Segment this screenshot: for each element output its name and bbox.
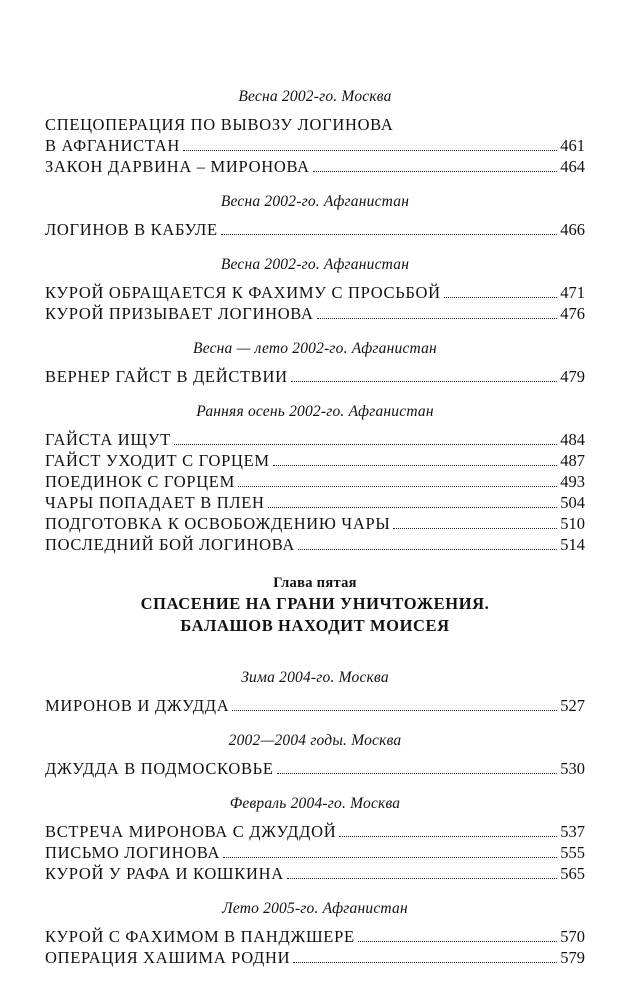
toc-entry-title: ЛОГИНОВ В КАБУЛЕ: [45, 220, 218, 239]
toc-entry: [45, 303, 585, 324]
dot-leader: [291, 381, 558, 382]
dot-leader: [393, 528, 557, 529]
toc-entry: [45, 926, 585, 947]
dot-leader: [287, 878, 557, 879]
section-header: Весна — лето 2002-го. Афганистан: [193, 340, 437, 357]
toc-entry-title: КУРОЙ У РАФА И КОШКИНА: [45, 864, 284, 883]
section-header: Весна 2002-го. Москва: [238, 88, 392, 105]
section-header: Весна 2002-го. Афганистан: [220, 256, 410, 273]
toc-entry: [45, 471, 585, 492]
page-number: 464: [560, 157, 585, 176]
page-number: 555: [560, 843, 585, 862]
toc-section: [45, 667, 585, 716]
page-number: 487: [560, 451, 585, 470]
chapter-heading: [45, 573, 585, 637]
dot-leader: [232, 710, 557, 711]
page-number: 510: [560, 514, 585, 533]
toc-entry-title: ПИСЬМО ЛОГИНОВА: [45, 843, 221, 862]
toc-entry-title: КУРОЙ ПРИЗЫВАЕТ ЛОГИНОВА: [45, 304, 314, 323]
page-number: 461: [560, 136, 585, 155]
page-number: 479: [560, 367, 585, 386]
toc-entry: [45, 947, 585, 968]
dot-leader: [358, 941, 558, 942]
toc-entry-title: КУРОЙ С ФАХИМОМ В ПАНДЖШЕРЕ: [45, 927, 355, 946]
section-header: 2002—2004 годы. Москва: [228, 732, 402, 749]
dot-leader: [221, 234, 557, 235]
dot-leader: [277, 773, 558, 774]
toc-section: [45, 86, 585, 177]
dot-leader: [298, 549, 557, 550]
dot-leader: [238, 486, 557, 487]
toc-entry: [45, 429, 585, 450]
chapter-label: Глава пятая: [273, 575, 357, 591]
section-header: Зима 2004-го. Москва: [241, 669, 389, 686]
page-number: 471: [560, 283, 585, 302]
toc-section: [45, 338, 585, 387]
toc-entry-title: ОПЕРАЦИЯ ХАШИМА РОДНИ: [45, 948, 291, 967]
section-header: Весна 2002-го. Афганистан: [220, 193, 410, 210]
dot-leader: [317, 318, 558, 319]
toc-section: [45, 898, 585, 968]
page-number: 527: [560, 696, 585, 715]
dot-leader: [273, 465, 558, 466]
toc-section: [45, 191, 585, 240]
dot-leader: [444, 297, 558, 298]
toc-entry: [45, 282, 585, 303]
toc-entry: [45, 695, 585, 716]
toc-entry: [45, 842, 585, 863]
page-number: 565: [560, 864, 585, 883]
toc-entry-title-line: СПЕЦОПЕРАЦИЯ ПО ВЫВОЗУ ЛОГИНОВА: [45, 115, 394, 134]
toc-entry-title: ЧАРЫ ПОПАДАЕТ В ПЛЕН: [45, 493, 265, 512]
page-number: 493: [560, 472, 585, 491]
dot-leader: [293, 962, 557, 963]
page-number: 504: [560, 493, 585, 512]
toc-entry: [45, 219, 585, 240]
chapter-title-line-2: БАЛАШОВ НАХОДИТ МОИСЕЯ: [180, 616, 450, 635]
page-number: 466: [560, 220, 585, 239]
toc-entry-title: ЗАКОН ДАРВИНА – МИРОНОВА: [45, 157, 310, 176]
toc-entry-title: ГАЙСТА ИЩУТ: [45, 430, 171, 449]
section-header: Лето 2005-го. Афганистан: [222, 900, 408, 917]
toc-entry: [45, 156, 585, 177]
chapter-title-line-1: СПАСЕНИЕ НА ГРАНИ УНИЧТОЖЕНИЯ.: [140, 594, 490, 613]
toc-entry: [45, 513, 585, 534]
toc-part-2: [45, 667, 585, 968]
toc-entry: [45, 821, 585, 842]
toc-entry-title: ПОСЛЕДНИЙ БОЙ ЛОГИНОВА: [45, 535, 296, 554]
toc-entry: [45, 534, 585, 555]
toc-section: [45, 254, 585, 324]
toc-entry: [45, 135, 585, 156]
toc-entry-title: ВСТРЕЧА МИРОНОВА С ДЖУДДОЙ: [45, 822, 337, 841]
toc-section: [45, 730, 585, 779]
page-number: 537: [560, 822, 585, 841]
section-header: Ранняя осень 2002-го. Афганистан: [196, 403, 434, 420]
toc-section: [45, 401, 585, 555]
section-header: Февраль 2004-го. Москва: [229, 795, 401, 812]
toc-part-1: [45, 86, 585, 555]
toc-entry-title: КУРОЙ ОБРАЩАЕТСЯ К ФАХИМУ С ПРОСЬБОЙ: [45, 283, 441, 302]
toc-section: [45, 793, 585, 884]
page-number: 530: [560, 759, 585, 778]
dot-leader: [313, 171, 558, 172]
toc-entry: [45, 366, 585, 387]
toc-entry-title: ГАЙСТ УХОДИТ С ГОРЦЕМ: [45, 451, 270, 470]
dot-leader: [339, 836, 557, 837]
toc-entry-title: МИРОНОВ И ДЖУДДА: [45, 696, 230, 715]
toc-entry: [45, 758, 585, 779]
toc-entry-title: ПОЕДИНОК С ГОРЦЕМ: [45, 472, 235, 491]
toc-entry-title: ВЕРНЕР ГАЙСТ В ДЕЙСТВИИ: [45, 367, 288, 386]
table-of-contents: [45, 86, 585, 968]
page-number: 579: [560, 948, 585, 967]
dot-leader: [223, 857, 557, 858]
toc-entry-title: ПОДГОТОВКА К ОСВОБОЖДЕНИЮ ЧАРЫ: [45, 514, 391, 533]
dot-leader: [183, 150, 557, 151]
toc-entry-title: ДЖУДДА В ПОДМОСКОВЬЕ: [45, 759, 274, 778]
toc-entry: [45, 450, 585, 471]
dot-leader: [268, 507, 558, 508]
toc-entry-title: В АФГАНИСТАН: [45, 136, 181, 155]
page-number: 476: [560, 304, 585, 323]
toc-entry: [45, 492, 585, 513]
page-number: 514: [560, 535, 585, 554]
page-number: 484: [560, 430, 585, 449]
page-number: 570: [560, 927, 585, 946]
toc-entry: [45, 863, 585, 884]
dot-leader: [174, 444, 557, 445]
